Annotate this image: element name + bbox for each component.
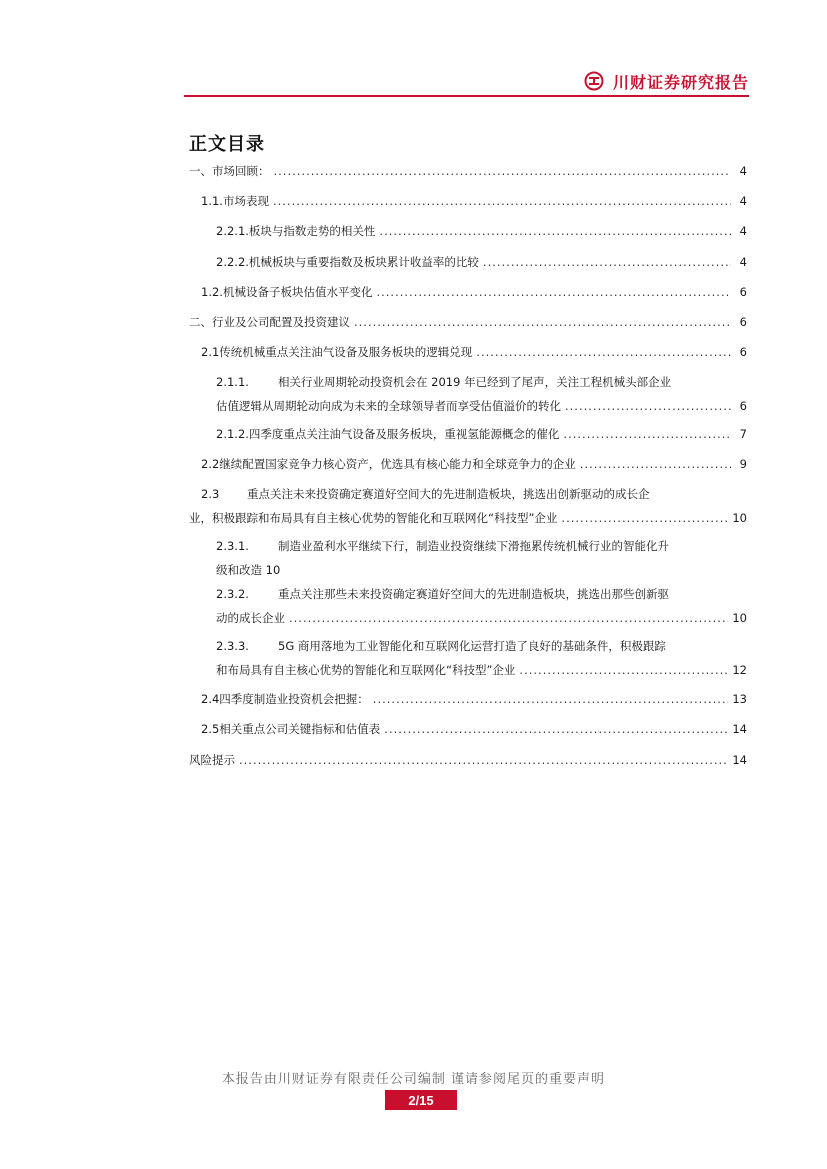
toc-leader: [563, 426, 731, 442]
toc-leader: [354, 314, 731, 330]
toc-entry-text-line2: 估值逻辑从周期轮动向成为未来的全球领导者而享受估值溢价的转化: [216, 399, 561, 413]
toc-entry-text: 四季度制造业投资机会把握：: [219, 692, 369, 706]
toc-entry-number: 1.2.: [201, 285, 223, 299]
toc-entry-text: 市场回顾：: [212, 164, 270, 178]
toc-leader: [565, 398, 731, 414]
toc-entry-number: 2.2: [201, 457, 220, 471]
toc-entry-number: 2.5: [201, 722, 220, 736]
toc-entry-text: 机械设备子板块估值水平变化: [222, 285, 373, 299]
toc-entry-market-review[interactable]: [189, 163, 747, 179]
toc-entry-text-line2: 级和改造 10: [216, 563, 281, 577]
chuancai-logo-icon: [584, 71, 604, 91]
toc-entry-number: 2.1.2.: [216, 427, 249, 441]
toc-entry-page: 14: [732, 753, 747, 767]
toc-entry-number: 一、: [189, 164, 212, 178]
toc-entry-text: 风险提示: [189, 753, 235, 767]
brand-title: 川财证券研究报告: [612, 72, 749, 92]
toc-leader: [384, 721, 728, 737]
toc-entry-text-line2: 动的成长企业: [216, 611, 285, 625]
toc-leader: [476, 344, 731, 360]
toc-entry-number: 2.3: [201, 487, 220, 501]
toc-entry-page: 4: [739, 164, 747, 178]
toc-entry-oil-gas-logic[interactable]: [201, 344, 747, 360]
toc-entry-manufacturing-profit[interactable]: [216, 538, 747, 578]
toc-leader: [561, 510, 728, 526]
toc-entry-text-line1: 重点关注未来投资确定赛道好空间大的先进制造板块，挑选出创新驱动的成长企: [247, 487, 650, 501]
toc-entry-page: 12: [732, 663, 747, 677]
toc-entry-page: 13: [732, 692, 747, 706]
toc-entry-market-performance[interactable]: [201, 193, 747, 209]
toc-entry-text-line1: 制造业盈利水平继续下行，制造业投资继续下滑拖累传统机械行业的智能化升: [278, 539, 669, 553]
toc-entry-q4-opportunities[interactable]: [201, 691, 747, 707]
toc-entry-text: 行业及公司配置及投资建议: [212, 315, 350, 329]
toc-entry-text: 机械板块与重要指数及板块累计收益率的比较: [248, 255, 479, 269]
toc-entry-text: 相关重点公司关键指标和估值表: [219, 722, 381, 736]
toc-entry-advanced-manufacturing[interactable]: [189, 486, 747, 526]
toc-entry-page: 4: [739, 255, 747, 269]
toc-entry-text: 板块与指数走势的相关性: [248, 224, 376, 238]
toc-entry-text: 继续配置国家竞争力核心资产，优选具有核心能力和全球竞争力的企业: [219, 457, 576, 471]
toc-entry-number: 2.3.2.: [216, 587, 249, 601]
toc-entry-sector-index-correlation[interactable]: [216, 223, 747, 239]
toc-entry-number: 2.2.1.: [216, 224, 249, 238]
toc-entry-page: 6: [739, 285, 747, 299]
toc-leader: [379, 223, 731, 239]
toc-entry-number: 2.4: [201, 692, 220, 706]
toc-leader: [239, 752, 728, 768]
toc-entry-text-line2: 和布局具有自主核心优势的智能化和互联网化“科技型”企业: [216, 663, 516, 677]
toc-entry-text-line1: 重点关注那些未来投资确定赛道好空间大的先进制造板块，挑选出那些创新驱: [278, 587, 669, 601]
toc-entry-valuation-change[interactable]: [201, 284, 747, 300]
toc-leader: [376, 284, 731, 300]
toc-leader: [373, 691, 729, 707]
toc-entry-page: 6: [739, 399, 747, 413]
toc-leader: [519, 662, 728, 678]
toc-entry-text-line2: 业，积极跟踪和布局具有自主核心优势的智能化和互联网化“科技型”企业: [189, 511, 558, 525]
toc-entry-page: 6: [739, 315, 747, 329]
toc-entry-page: 7: [739, 427, 747, 441]
toc-entry-risk-warning[interactable]: [189, 752, 747, 768]
toc-entry-5g-commercial[interactable]: [216, 638, 747, 678]
toc-leader: [273, 193, 731, 209]
toc-leader: [274, 163, 732, 179]
report-header-brand: [584, 68, 749, 94]
toc-entry-text-line1: 相关行业周期轮动投资机会在 2019 年已经到了尾声，关注工程机械头部企业: [278, 375, 672, 389]
toc-entry-text: 市场表现: [222, 194, 269, 208]
toc-entry-page: 6: [739, 345, 747, 359]
toc-entry-number: 2.3.1.: [216, 539, 249, 553]
toc-leader: [289, 610, 728, 626]
page-number-badge: 2/15: [385, 1090, 457, 1110]
toc-entry-page: 10: [732, 511, 747, 525]
toc-entry-number: 2.1.1.: [216, 375, 249, 389]
toc-leader: [580, 456, 731, 472]
toc-leader: [483, 254, 731, 270]
toc-entry-number: 2.1: [201, 345, 220, 359]
toc-entry-core-assets[interactable]: [201, 456, 747, 472]
toc-entry-number: 2.3.3.: [216, 639, 249, 653]
toc-entry-text: 四季度重点关注油气设备及服务板块，重视氢能源概念的催化: [248, 427, 560, 441]
toc-entry-page: 4: [739, 224, 747, 238]
toc-entry-number: 1.1.: [201, 194, 223, 208]
toc-entry-allocation-advice[interactable]: [189, 314, 747, 330]
toc-entry-q4-oil-gas-hydrogen[interactable]: [216, 426, 747, 442]
header-divider: [184, 95, 749, 97]
toc-entry-page: 14: [732, 722, 747, 736]
toc-entry-innovation-growth[interactable]: [216, 586, 747, 626]
toc-entry-number: 二、: [189, 315, 212, 329]
toc-entry-valuation-table[interactable]: [201, 721, 747, 737]
toc-entry-text: 传统机械重点关注油气设备及服务板块的逻辑兑现: [219, 345, 473, 359]
toc-entry-number: 2.2.2.: [216, 255, 249, 269]
toc-entry-page: 4: [739, 194, 747, 208]
toc-entry-page: 9: [739, 457, 747, 471]
toc-entry-cycle-rotation[interactable]: [216, 374, 747, 414]
toc-title: 正文目录: [189, 134, 265, 155]
toc-entry-page: 10: [732, 611, 747, 625]
footer-disclaimer: 本报告由川财证券有限责任公司编制 谨请参阅尾页的重要声明: [221, 1072, 606, 1087]
toc-entry-cumulative-return-comparison[interactable]: [216, 254, 747, 270]
toc-entry-text-line1: 5G 商用落地为工业智能化和互联网化运营打造了良好的基础条件，积极跟踪: [278, 639, 666, 653]
